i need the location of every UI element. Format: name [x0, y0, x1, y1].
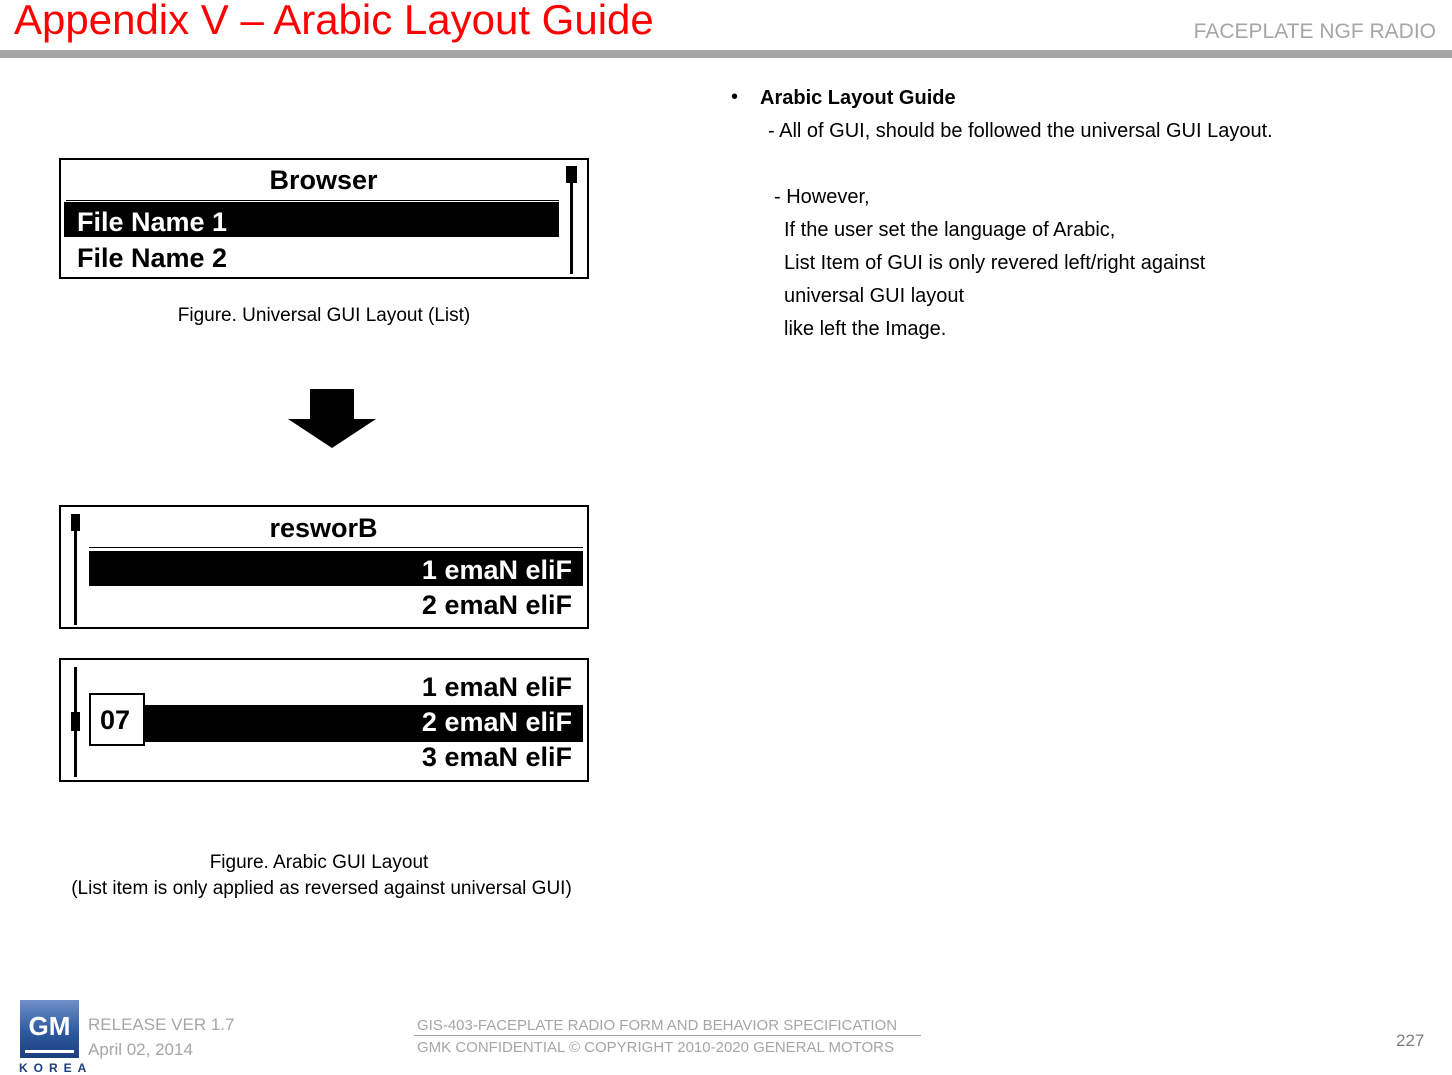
list-item: File Name 2: [77, 243, 228, 273]
spec-title: GIS-403-FACEPLATE RADIO FORM AND BEHAVIOR SPECIFICATION: [417, 1017, 898, 1034]
guide-line: universal GUI layout: [784, 285, 965, 307]
arabic-value-panel: [59, 658, 589, 782]
list-item: 1 emaN eliF: [421, 555, 572, 585]
header-rule: [0, 50, 1452, 58]
universal-gui-panel: [59, 158, 589, 279]
universal-title: Browser: [269, 165, 378, 195]
guide-heading: Arabic Layout Guide: [760, 87, 956, 109]
list-item: 3 emaN eliF: [421, 742, 572, 772]
list-item: File Name 1: [77, 207, 228, 237]
confidential-notice: GMK CONFIDENTIAL © COPYRIGHT 2010-2020 GENERAL MOTORS: [417, 1039, 895, 1056]
guide-line: List Item of GUI is only revered left/right against: [784, 252, 1206, 274]
arabic-caption-line1: Figure. Arabic GUI Layout: [209, 852, 429, 873]
page-title: Appendix V – Arabic Layout Guide: [14, 0, 654, 43]
arrow-down-icon: [287, 389, 377, 449]
logo-text: GM: [28, 1011, 71, 1041]
arabic-caption-line2: (List item is only applied as reversed against universal GUI): [71, 878, 572, 899]
guide-line: - All of GUI, should be followed the universal GUI Layout.: [768, 120, 1273, 142]
arabic-title: resworB: [269, 513, 378, 543]
logo-subtext: KOREA: [19, 1061, 93, 1075]
gm-logo: [20, 1000, 79, 1058]
list-item: 2 emaN eliF: [421, 707, 572, 737]
list-item: 2 emaN eliF: [421, 590, 572, 620]
universal-caption: Figure. Universal GUI Layout (List): [177, 305, 471, 326]
title-divider: [89, 547, 583, 548]
bullet-icon: •: [731, 86, 739, 108]
guide-line: - However,: [774, 186, 870, 208]
footer-rule: [414, 1035, 921, 1036]
value-box: [89, 693, 145, 746]
document-subtitle: FACEPLATE NGF RADIO: [1193, 20, 1436, 43]
page-number: 227: [1396, 1031, 1425, 1050]
list-item: 1 emaN eliF: [421, 672, 572, 702]
scrollbar-track: [570, 168, 573, 274]
title-divider: [66, 200, 559, 201]
release-version: RELEASE VER 1.7: [88, 1015, 235, 1034]
scrollbar-thumb: [566, 166, 577, 183]
guide-line: like left the Image.: [784, 318, 947, 340]
value-text: 07: [100, 705, 131, 735]
scrollbar-thumb: [71, 712, 80, 731]
release-date: April 02, 2014: [88, 1040, 193, 1059]
guide-line: If the user set the language of Arabic,: [784, 219, 1116, 241]
arabic-list-panel: [59, 505, 589, 629]
